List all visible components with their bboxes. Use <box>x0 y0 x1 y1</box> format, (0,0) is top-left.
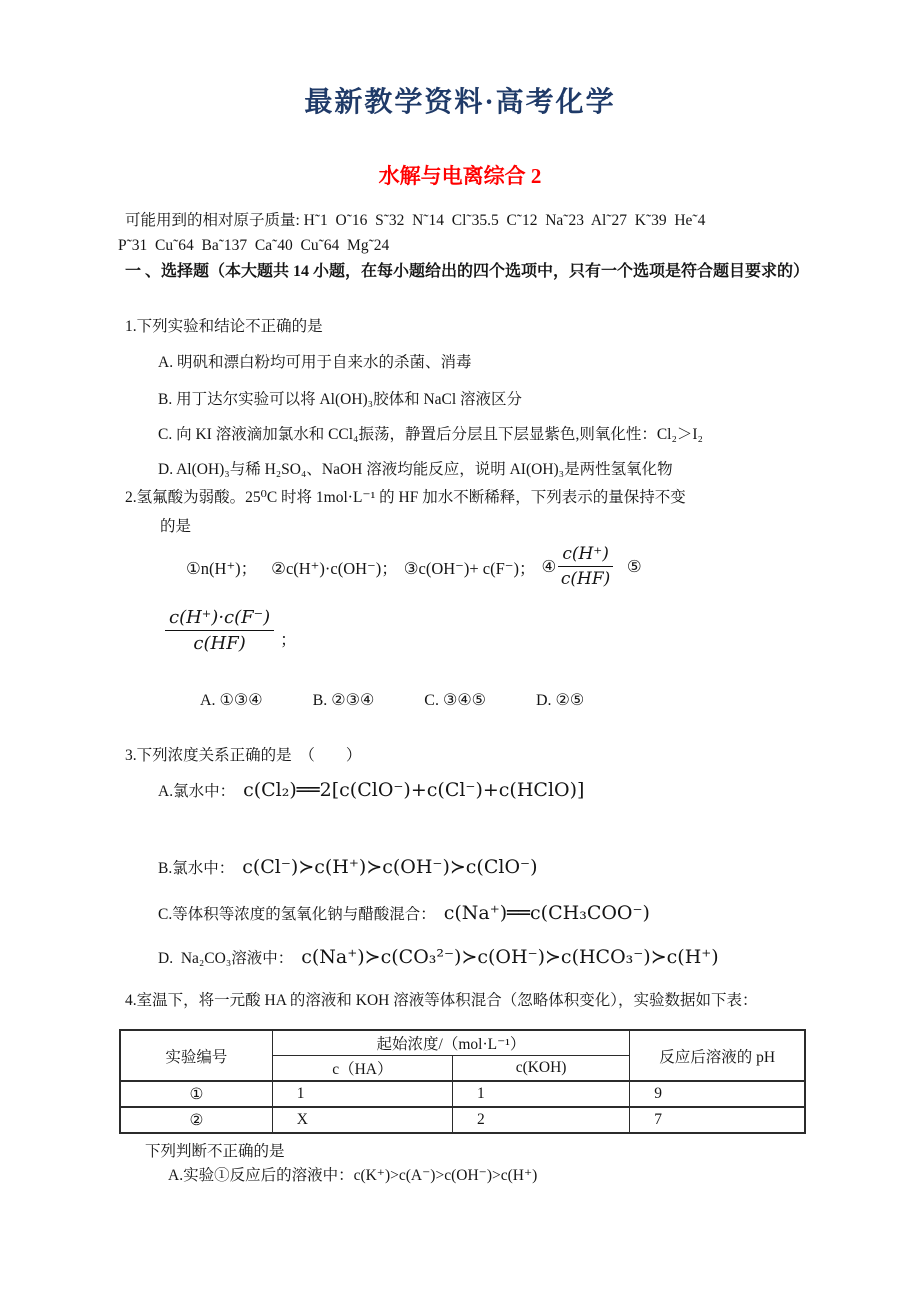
question-4-stem: 4.室温下，将一元酸 HA 的溶液和 KOH 溶液等体积混合（忽略体积变化），实验数据如下表： <box>125 992 758 1009</box>
option-prefix: C.等体积等浓度的氢氧化钠与醋酸混合： <box>158 906 436 923</box>
option-formula: c(Na⁺)≻c(CO₃²⁻)≻c(OH⁻)≻c(HCO₃⁻)≻c(H⁺) <box>301 946 719 968</box>
atomic-masses-line2: P˜31 Cu˜64 Ba˜137 Ca˜40 Cu˜64 Mg˜24 <box>118 237 390 254</box>
option-formula: c(Cl₂)══2[c(ClO⁻)+c(Cl⁻)+c(HClO)] <box>243 779 585 801</box>
doc-title: 水解与电离综合 2 <box>378 164 542 188</box>
option-prefix: B.氯水中： <box>158 860 235 877</box>
question-1-option-d: D. Al(OH)₃与稀 H₂SO₄、NaOH 溶液均能反应，说明 AI(OH)₃是两性氢氧化物 <box>158 461 673 478</box>
question-2-stem-line1: 2.氢氟酸为弱酸。25⁰C 时将 1mol·L⁻¹ 的 HF 加水不断稀释，下列表示的量保持不变 <box>125 489 686 506</box>
question-2-option-b: B. ②③④ <box>312 692 375 709</box>
expr-1: ①n(H⁺)； <box>186 558 258 578</box>
atomic-masses-line1: 可能用到的相对原子质量: H˜1 O˜16 S˜32 N˜14 Cl˜35.5 C˜12 Na˜23 Al˜27 K˜39 He˜4 <box>125 212 706 229</box>
cell-ph: 9 <box>630 1081 805 1107</box>
cell-c-koh: 2 <box>452 1107 629 1133</box>
header-cell-c-ha: c（HA） <box>272 1056 452 1082</box>
site-header: 最新教学资料·高考化学 <box>304 87 616 118</box>
question-2-expressions <box>186 543 642 590</box>
question-4-judge-line: 下列判断不正确的是 <box>145 1143 285 1160</box>
expr-5-label: ⑤ <box>626 556 642 576</box>
question-2-option-d: D. ②⑤ <box>536 692 585 709</box>
cell-c-ha: 1 <box>272 1081 452 1107</box>
table-row <box>120 1081 805 1107</box>
expr-5-suffix: ； <box>280 629 297 649</box>
expr-2: ②c(H⁺)·c(OH⁻)； <box>271 558 398 578</box>
expr-4-label: ④ <box>541 556 557 576</box>
header-cell-c-koh: c(KOH) <box>452 1056 629 1082</box>
fraction-numerator: c(H⁺)·c(F⁻) <box>165 606 274 631</box>
table-header-row-1 <box>120 1030 805 1056</box>
cell-c-ha: X <box>272 1107 452 1133</box>
option-prefix: A.氯水中： <box>158 783 236 800</box>
expr-5-fraction <box>165 606 274 656</box>
question-1-option-a: A. 明矾和漂白粉均可用于自来水的杀菌、消毒 <box>158 354 472 371</box>
question-3-option-b <box>158 850 537 884</box>
option-formula: c(Na⁺)══c(CH₃COO⁻) <box>443 902 650 924</box>
header-cell-experiment-id: 实验编号 <box>120 1030 272 1081</box>
fraction-denominator: c(HF) <box>193 633 246 655</box>
option-formula: c(Cl⁻)≻c(H⁺)≻c(OH⁻)≻c(ClO⁻) <box>242 856 538 878</box>
expr-4-fraction <box>558 543 613 590</box>
table-row <box>120 1107 805 1133</box>
question-4-option-a: A.实验①反应后的溶液中：c(K⁺)>c(A⁻)>c(OH⁻)>c(H⁺) <box>168 1167 538 1184</box>
section-heading: 一 、选择题（本大题共 14 小题，在每小题给出的四个选项中，只有一个选项是符合题目要求的） <box>125 263 810 280</box>
header-cell-initial-concentration: 起始浓度/（mol·L⁻¹） <box>272 1030 629 1056</box>
experiment-data-table <box>119 1029 806 1134</box>
cell-experiment-id: ① <box>120 1081 272 1107</box>
question-1-option-b: B. 用丁达尔实验可以将 Al(OH)₃胶体和 NaCl 溶液区分 <box>158 391 523 408</box>
fraction-numerator: c(H⁺) <box>558 543 613 567</box>
question-2-option-a: A. ①③④ <box>200 692 263 709</box>
question-2-stem-line2: 的是 <box>160 518 192 535</box>
question-2-expression-5 <box>163 606 297 656</box>
header-cell-ph: 反应后溶液的 pH <box>630 1030 805 1081</box>
question-3-option-d <box>158 940 719 974</box>
cell-ph: 7 <box>630 1107 805 1133</box>
question-1-stem: 1.下列实验和结论不正确的是 <box>125 318 323 335</box>
question-3-option-c <box>158 896 650 930</box>
question-3-stem: 3.下列浓度关系正确的是 （ ） <box>125 747 362 764</box>
question-1-option-c: C. 向 KI 溶液滴加氯水和 CCl₄振荡，静置后分层且下层显紫色,则氧化性：Cl₂＞I₂ <box>158 426 703 443</box>
cell-experiment-id: ② <box>120 1107 272 1133</box>
cell-c-koh: 1 <box>452 1081 629 1107</box>
question-2-answer-options <box>200 690 584 710</box>
expr-3: ③c(OH⁻)+ c(F⁻)； <box>403 558 536 578</box>
question-2-option-c: C. ③④⑤ <box>424 692 486 709</box>
option-prefix: D. Na₂CO₃溶液中： <box>158 950 294 967</box>
question-3-option-a <box>158 770 584 810</box>
fraction-denominator: c(HF) <box>560 569 611 590</box>
